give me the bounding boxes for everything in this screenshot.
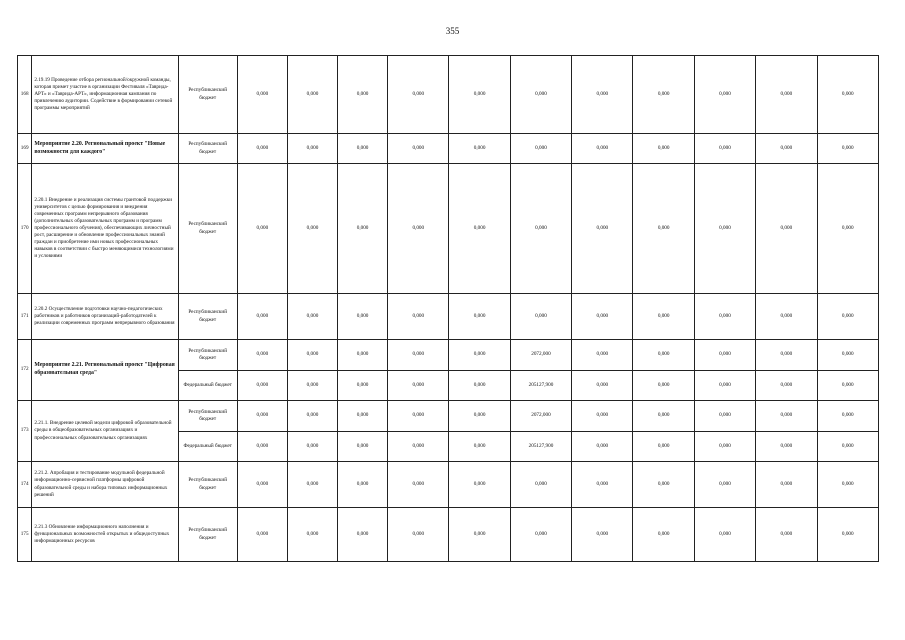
- funding-value: 0,000: [237, 134, 287, 164]
- funding-value: 0,000: [756, 462, 817, 508]
- table-row: [18, 401, 879, 432]
- funding-value: 0,000: [817, 432, 878, 462]
- funding-value: 0,000: [633, 401, 694, 432]
- funding-value: 0,000: [388, 432, 449, 462]
- funding-value: 0,000: [510, 164, 571, 294]
- funding-value: 0,000: [388, 401, 449, 432]
- funding-value: 0,000: [449, 294, 510, 340]
- funding-value: 205127,900: [510, 371, 571, 401]
- activity-title: Мероприятие 2.21. Региональный проект "Цифровая образовательная среда": [32, 340, 178, 401]
- funding-source: Республиканский бюджет: [178, 340, 237, 371]
- funding-source: Федеральный бюджет: [178, 432, 237, 462]
- funding-value: 0,000: [756, 340, 817, 371]
- funding-value: 0,000: [756, 294, 817, 340]
- funding-value: 0,000: [694, 371, 755, 401]
- funding-value: 0,000: [338, 508, 388, 562]
- activity-title: 2.19.19 Проведение отбора региональной/окружной команды, которая примет участие в организации Фестиваля «Таврида-АРТ» и «Таврида-АРТ», информационная кампания по привлечению аудитории. Содействие в формировании сетевой программы мероприятий: [32, 56, 178, 134]
- funding-value: 0,000: [237, 432, 287, 462]
- funding-value: 0,000: [817, 371, 878, 401]
- funding-value: 0,000: [756, 508, 817, 562]
- funding-value: 0,000: [510, 56, 571, 134]
- row-number: 174: [18, 462, 32, 508]
- funding-source: Республиканский бюджет: [178, 134, 237, 164]
- page-number: 355: [445, 26, 460, 36]
- funding-value: 0,000: [449, 371, 510, 401]
- funding-value: 0,000: [817, 56, 878, 134]
- funding-value: 0,000: [694, 401, 755, 432]
- funding-value: 0,000: [694, 294, 755, 340]
- activity-title: 2.20.1 Внедрение и реализация системы грантовой поддержки университетов с целью формирования и внедрения современных программ непрерывного образования (дополнительных образовательных программ и программ профессионального обучения), обеспечивающих личностный рост, расширение и обновление профессиональных знаний граждан и приобретение ими новых профессиональных навыков в соответствии с быстро меняющимися технологиями и условиями: [32, 164, 178, 294]
- row-number: 175: [18, 508, 32, 562]
- funding-value: 0,000: [449, 134, 510, 164]
- funding-source: Республиканский бюджет: [178, 164, 237, 294]
- funding-value: 0,000: [287, 294, 337, 340]
- funding-source: Республиканский бюджет: [178, 56, 237, 134]
- activity-title: Мероприятие 2.20. Региональный проект "Новые возможности для каждого": [32, 134, 178, 164]
- funding-source: Республиканский бюджет: [178, 294, 237, 340]
- funding-value: 0,000: [633, 462, 694, 508]
- funding-value: 0,000: [449, 462, 510, 508]
- funding-value: 0,000: [388, 164, 449, 294]
- funding-value: 0,000: [287, 371, 337, 401]
- funding-value: 0,000: [572, 401, 633, 432]
- funding-value: 0,000: [694, 56, 755, 134]
- table-row: [18, 462, 879, 508]
- funding-value: 0,000: [388, 134, 449, 164]
- funding-value: 0,000: [338, 134, 388, 164]
- funding-value: 0,000: [388, 508, 449, 562]
- funding-value: 0,000: [237, 401, 287, 432]
- funding-value: 0,000: [237, 294, 287, 340]
- funding-source: Федеральный бюджет: [178, 371, 237, 401]
- funding-value: 0,000: [572, 340, 633, 371]
- funding-value: 0,000: [287, 134, 337, 164]
- funding-value: 0,000: [572, 56, 633, 134]
- table-row: [18, 340, 879, 371]
- funding-value: 0,000: [237, 462, 287, 508]
- funding-value: 0,000: [817, 462, 878, 508]
- activity-title: 2.21.2. Апробация и тестирование модульной федеральной информационно-сервисной платформы цифровой образовательной среды и набора типовых информационных решений: [32, 462, 178, 508]
- funding-value: 0,000: [449, 508, 510, 562]
- funding-value: 0,000: [338, 340, 388, 371]
- funding-value: 0,000: [756, 164, 817, 294]
- funding-value: 0,000: [572, 134, 633, 164]
- table-row: [18, 164, 879, 294]
- funding-value: 0,000: [572, 462, 633, 508]
- funding-value: 0,000: [388, 340, 449, 371]
- row-number: 169: [18, 134, 32, 164]
- funding-value: 0,000: [338, 56, 388, 134]
- funding-value: 0,000: [510, 508, 571, 562]
- activity-title: 2.20.2 Осуществление подготовки научно-педагогических работников и работников организаций-работодателей к реализации современных программ непрерывного образования: [32, 294, 178, 340]
- funding-value: 0,000: [694, 432, 755, 462]
- funding-value: 0,000: [287, 432, 337, 462]
- funding-value: 0,000: [694, 462, 755, 508]
- funding-value: 0,000: [449, 340, 510, 371]
- funding-value: 0,000: [572, 294, 633, 340]
- funding-value: 0,000: [756, 134, 817, 164]
- funding-value: 0,000: [572, 508, 633, 562]
- funding-value: 0,000: [338, 371, 388, 401]
- funding-value: 0,000: [449, 401, 510, 432]
- activity-title: 2.21.3 Обновление информационного наполнения и функциональных возможностей открытых и общедоступных информационных ресурсов: [32, 508, 178, 562]
- funding-value: 0,000: [287, 340, 337, 371]
- table-row: [18, 294, 879, 340]
- row-number: 172: [18, 340, 32, 401]
- funding-value: 0,000: [237, 56, 287, 134]
- table-row: [18, 56, 879, 134]
- funding-value: 0,000: [287, 462, 337, 508]
- funding-value: 0,000: [449, 432, 510, 462]
- funding-value: 0,000: [633, 340, 694, 371]
- funding-value: 0,000: [817, 508, 878, 562]
- funding-value: 205127,900: [510, 432, 571, 462]
- funding-value: 0,000: [388, 462, 449, 508]
- row-number: 171: [18, 294, 32, 340]
- funding-value: 0,000: [449, 56, 510, 134]
- funding-value: 0,000: [510, 134, 571, 164]
- funding-value: 0,000: [694, 508, 755, 562]
- funding-value: 0,000: [237, 508, 287, 562]
- funding-value: 0,000: [817, 164, 878, 294]
- funding-value: 0,000: [756, 401, 817, 432]
- funding-value: 0,000: [449, 164, 510, 294]
- funding-value: 0,000: [388, 371, 449, 401]
- table-row: [18, 508, 879, 562]
- funding-value: 0,000: [237, 164, 287, 294]
- funding-value: 0,000: [510, 462, 571, 508]
- funding-value: 0,000: [338, 401, 388, 432]
- funding-value: 0,000: [287, 508, 337, 562]
- funding-value: 0,000: [633, 164, 694, 294]
- row-number: 173: [18, 401, 32, 462]
- funding-value: 0,000: [817, 134, 878, 164]
- funding-value: 0,000: [237, 340, 287, 371]
- funding-value: 2072,000: [510, 340, 571, 371]
- table-body: [18, 56, 879, 562]
- funding-value: 0,000: [633, 432, 694, 462]
- table-row: [18, 134, 879, 164]
- funding-source: Республиканский бюджет: [178, 508, 237, 562]
- funding-value: 0,000: [633, 294, 694, 340]
- funding-value: 0,000: [633, 508, 694, 562]
- funding-value: 0,000: [756, 432, 817, 462]
- funding-source: Республиканский бюджет: [178, 401, 237, 432]
- funding-value: 0,000: [633, 56, 694, 134]
- activity-title: 2.21.1. Внедрение целевой модели цифровой образовательной среды в общеобразовательных организациях и профессиональных образовательных организациях: [32, 401, 178, 462]
- funding-value: 0,000: [572, 164, 633, 294]
- funding-value: 0,000: [338, 432, 388, 462]
- funding-value: 0,000: [694, 164, 755, 294]
- funding-value: 0,000: [572, 432, 633, 462]
- funding-value: 0,000: [338, 164, 388, 294]
- funding-value: 0,000: [287, 164, 337, 294]
- row-number: 170: [18, 164, 32, 294]
- budget-table: [17, 55, 879, 562]
- funding-value: 0,000: [817, 294, 878, 340]
- funding-value: 0,000: [237, 371, 287, 401]
- funding-source: Республиканский бюджет: [178, 462, 237, 508]
- funding-value: 0,000: [694, 340, 755, 371]
- funding-value: 0,000: [510, 294, 571, 340]
- funding-value: 2072,000: [510, 401, 571, 432]
- funding-value: 0,000: [287, 401, 337, 432]
- funding-value: 0,000: [338, 294, 388, 340]
- funding-value: 0,000: [388, 294, 449, 340]
- funding-value: 0,000: [572, 371, 633, 401]
- funding-value: 0,000: [633, 371, 694, 401]
- funding-value: 0,000: [817, 401, 878, 432]
- funding-value: 0,000: [817, 340, 878, 371]
- funding-value: 0,000: [756, 56, 817, 134]
- funding-value: 0,000: [388, 56, 449, 134]
- funding-value: 0,000: [338, 462, 388, 508]
- funding-value: 0,000: [287, 56, 337, 134]
- funding-value: 0,000: [633, 134, 694, 164]
- funding-value: 0,000: [694, 134, 755, 164]
- row-number: 168: [18, 56, 32, 134]
- funding-value: 0,000: [756, 371, 817, 401]
